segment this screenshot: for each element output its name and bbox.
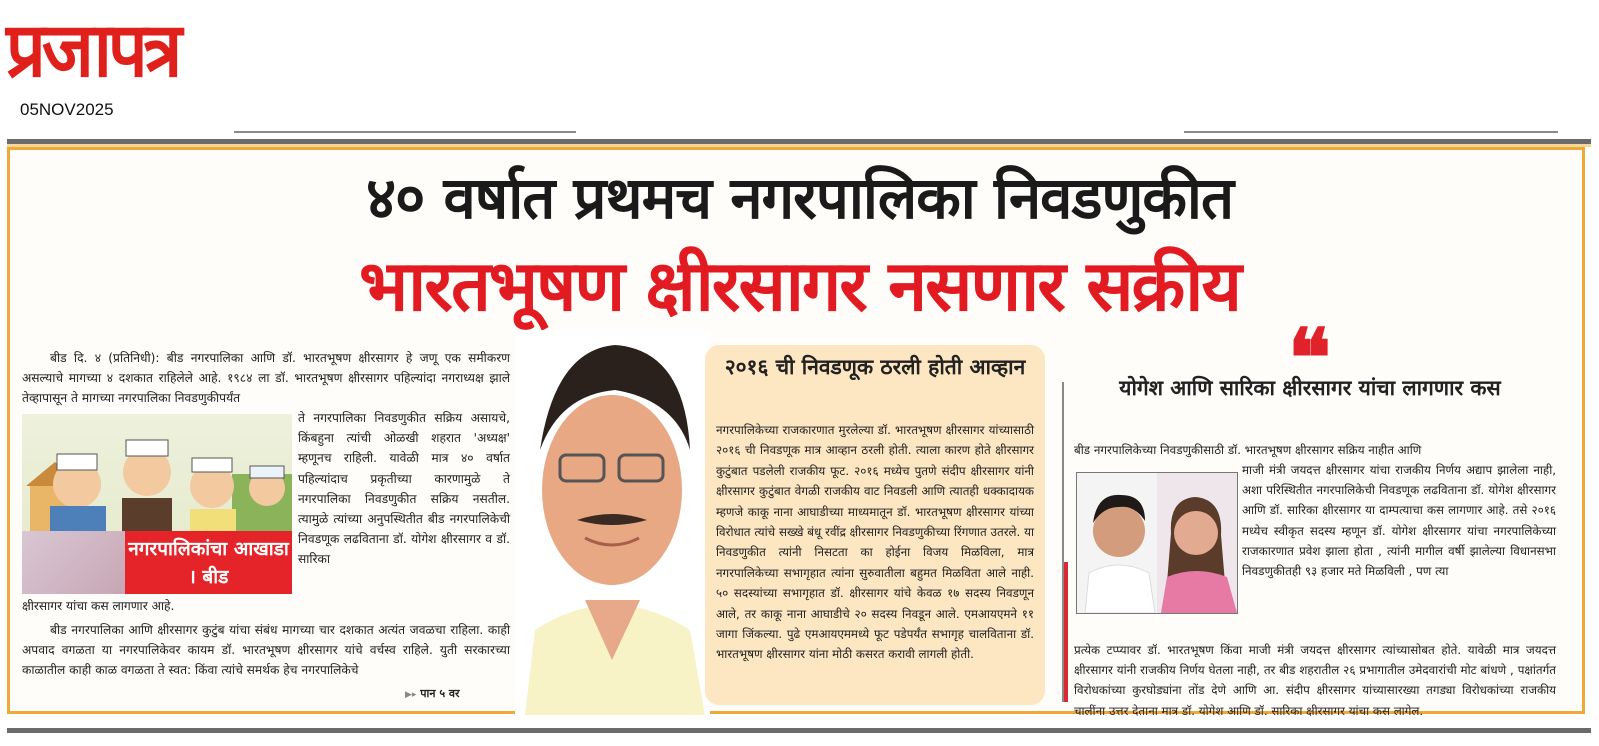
sidebar-2016-title: २०१६ ची निवडणूक ठरली होती आव्हान (724, 355, 1026, 379)
quote-mark-icon: ❝ (1288, 311, 1332, 405)
right-article-rest: प्रत्येक टप्प्यावर डॉ. भारतभूषण किंवा माजी मंत्री जयदत्त क्षीरसागर त्यांच्यासोबत होते. यावेळी मात्र जयदत्त क्षीरसागर यांनी राजकीय निर्णय घेतला नाही, तर बीड शहरातील २६ प्रभागातील उमेदवारांची मोट बांधणे , पक्षांतर्गत विरोधकांच्या कुरघोड्यांना तोंड देणे आणि आ. संदीप क्षीरसागर यांच्यासारख्या तगड्या विरोधकांच्या राजकीय चालींना उत्तर देताना मात्र डॉ. योगेश आणि डॉ. सारिका क्षीरसागर यांचा कस लागेल. (1074, 643, 1557, 718)
right-article-side: माजी मंत्री जयदत्त क्षीरसागर यांचा राजकीय निर्णय अद्याप झालेला नाही, अशा परिस्थितीत नगरपालिकेची निवडणूक लढविताना डॉ. योगेश क्षीरसागर आणि डॉ. सारिका क्षीरसागर या दाम्पत्याचा कस लागणार आहे. तसे २०१६ मध्येच स्वीकृत सदस्य म्हणून डॉ. योगेश क्षीरसागर यांचा नगरपालिकेच्या राजकारणात प्रवेश झाला होता , त्यांनी मागील वर्षी झालेल्या विधानसभा निवडणुकीतही ९३ हजार मते मिळविली , पण त्या (1242, 463, 1556, 579)
bharatbhushan-portrait-image (515, 330, 710, 715)
right-article-title: योगेश आणि सारिका क्षीरसागर यांचा लागणार कस (1119, 376, 1501, 400)
masthead-logo (6, 6, 296, 95)
main-article-para1-side: ते नगरपालिका निवडणुकीत सक्रिय असायचे, किंबहुना त्यांची ओळखी शहरात 'अध्यक्ष' म्हणूनच राहिली. यावेळी मात्र ४० वर्षात पहिल्यांदाच प्रकृतीच्या कारणामुळे ते नगरपालिका निवडणुकीत सक्रिय नसतील. त्यामुळे त्यांच्या अनुपस्थितीत बीड नगरपालिकेची निवडणूक लढविताना डॉ. योगेश क्षीरसागर व डॉ. सारिका (298, 411, 510, 567)
headline-line-2: भारतभूषण क्षीरसागर नसणार सक्रीय (358, 245, 1241, 327)
couple-photo (1076, 472, 1238, 614)
continued-label: पान ५ वर (420, 687, 460, 700)
bottom-divider (7, 728, 1591, 733)
continued-link[interactable] (405, 686, 460, 701)
issue-date: 05NOV2025 (20, 100, 114, 119)
yogesh-sarika-photo-image (1077, 473, 1237, 613)
double-arrow-right-icon: ▶▸ (405, 690, 417, 700)
accent-bar (1064, 562, 1068, 702)
cartoon-tag-label: नगरपालिकांचा आखाडा । बीड (125, 531, 292, 594)
sidebar-2016-body: नगरपालिकेच्या राजकारणात मुरलेल्या डॉ. भारतभूषण क्षीरसागर यांच्यासाठी २०१६ ची निवडणूक मात्र आव्हान ठरली होती. त्याला कारण होते क्षीरसागर कुटुंबात पडलेली राजकीय फूट. २०१६ मध्येच पुतणे संदीप क्षीरसागर यांनी क्षीरसागर कुटुंबात वेगळी राजकीय वाट निवडली आणि त्यातही धक्कादायक म्हणजे काकू नाना आघाडीच्या माध्यमातून डॉ. भारतभूषण क्षीरसागर यांच्या विरोधात त्यांचे सख्खे बंधू रवींद्र क्षीरसागर निवडणुकीच्या रिंगणात उतरले. या निवडणुकीत त्यांनी निसटता का होईना विजय मिळविला, मात्र नगरपालिकेच्या सभागृहात त्यांना सुरुवातीला बहुमत मिळविता आले नाही. ५० सदस्यांच्या सभागृहात डॉ. क्षीरसागर यांचे केवळ १७ सदस्य निवडणून आले, तर काकू नाना आघाडीचे २० सदस्य निवडून आले. एमआयएमने ११ जागा जिंकल्या. पुढे एमआयएममध्ये फूट पडेपर्यंत सभागृह चालविताना डॉ. भारतभूषण क्षीरसागर यांना मोठी कसरत करावी लागली होती. (716, 423, 1034, 662)
voting-finger-image (22, 531, 125, 594)
header-rule-left (234, 131, 576, 133)
masthead-title: प्रजापत्र (6, 6, 179, 95)
headline-line-1: ४० वर्षात प्रथमच नगरपालिका निवडणुकीत (365, 164, 1234, 232)
main-article-para2: बीड नगरपालिका आणि क्षीरसागर कुटुंब यांचा संबंध मागच्या चार दशकात अत्यंत जवळचा राहिला. काही अपवाद वगळता या नगरपालिकेवर कायम डॉ. भारतभूषण क्षीरसागर यांचे वर्चस्व राहिले. युती सरकारच्या काळातील काही काळ वगळता ते स्वत: किंवा त्यांचे समर्थक हेच नगरपालिकेचे (22, 623, 510, 678)
portrait-photo (515, 330, 710, 715)
main-article-para1-top: बीड दि. ४ (प्रतिनिधी): बीड नगरपालिका आणि डॉ. भारतभूषण क्षीरसागर हे जणू एक समीकरण असल्याचे मागच्या ४ दशकात राहिलेले आहे. १९८४ ला डॉ. भारतभूषण क्षीरसागर पहिल्यांदा नगराध्यक्ष झाले तेव्हापासून ते मागच्या नगरपालिका निवडणुकीपर्यंत (22, 351, 510, 406)
right-article-lead: बीड नगरपालिकेच्या निवडणुकीसाठी डॉ. भारतभूषण क्षीरसागर सक्रिय नाहीत आणि (1074, 443, 1422, 457)
header-rule-right (1184, 131, 1558, 133)
main-article-para1-end: क्षीरसागर यांचा कस लागणार आहे. (22, 599, 175, 613)
